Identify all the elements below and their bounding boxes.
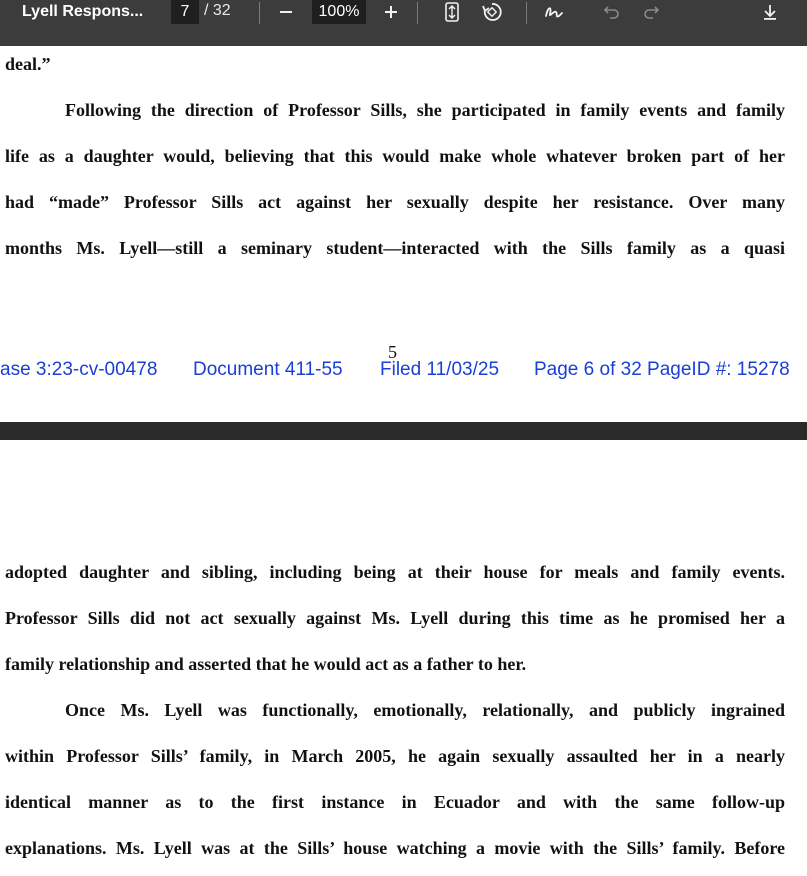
page-separator: [0, 422, 807, 440]
document-text-line: identical manner as to the first instance in Ecuador and with the same follow-up: [5, 792, 785, 812]
page-number: 5: [388, 342, 397, 362]
document-text-line: Following the direction of Professor Sills, she participated in family events and family: [65, 100, 785, 120]
document-text-line: explanations. Ms. Lyell was at the Sills’ house watching a movie with the Sills’ family. Before: [5, 838, 785, 858]
pdf-toolbar: [0, 0, 807, 46]
filed-date: Filed 11/03/25: [380, 359, 500, 380]
document-text-line: Professor Sills did not act sexually against Ms. Lyell during this time as he promised her a: [5, 608, 785, 628]
document-number: Document 411-55: [193, 359, 343, 380]
document-title: Lyell Respons...: [22, 3, 144, 20]
rotate-icon[interactable]: [478, 0, 506, 24]
download-icon[interactable]: [756, 0, 784, 24]
toolbar-divider: [417, 2, 418, 24]
redo-icon[interactable]: [637, 0, 665, 24]
document-text-line: months Ms. Lyell—still a seminary student—interacted with the Sills family as a quasi: [5, 238, 785, 258]
page-number-input[interactable]: 7: [171, 0, 199, 24]
page-id: Page 6 of 32 PageID #: 15278: [534, 359, 790, 380]
document-text-line: family relationship and asserted that he would act as a father to her.: [5, 654, 527, 674]
toolbar-divider: [526, 2, 527, 24]
draw-icon[interactable]: [540, 0, 568, 24]
document-text-line: within Professor Sills’ family, in March 2005, he again sexually assaulted her in a nearly: [5, 746, 785, 766]
minus-icon[interactable]: [272, 0, 300, 24]
document-text-line: Once Ms. Lyell was functionally, emotionally, relationally, and publicly ingrained: [65, 700, 785, 720]
document-text-line: had “made” Professor Sills act against her sexually despite her resistance. Over many: [5, 192, 785, 212]
document-text-line: adopted daughter and sibling, including being at their house for meals and family events.: [5, 562, 785, 582]
page-total-label: / 32: [204, 2, 231, 19]
case-number: ase 3:23-cv-00478: [0, 359, 158, 380]
case-header: [0, 359, 807, 383]
zoom-level-input[interactable]: 100%: [312, 0, 366, 24]
document-text-line: deal.”: [5, 54, 51, 74]
undo-icon[interactable]: [598, 0, 626, 24]
document-text-line: life as a daughter would, believing that this would make whole whatever broken part of her: [5, 146, 785, 166]
toolbar-divider: [259, 2, 260, 24]
plus-icon[interactable]: [377, 0, 405, 24]
fit-page-icon[interactable]: [438, 0, 466, 24]
